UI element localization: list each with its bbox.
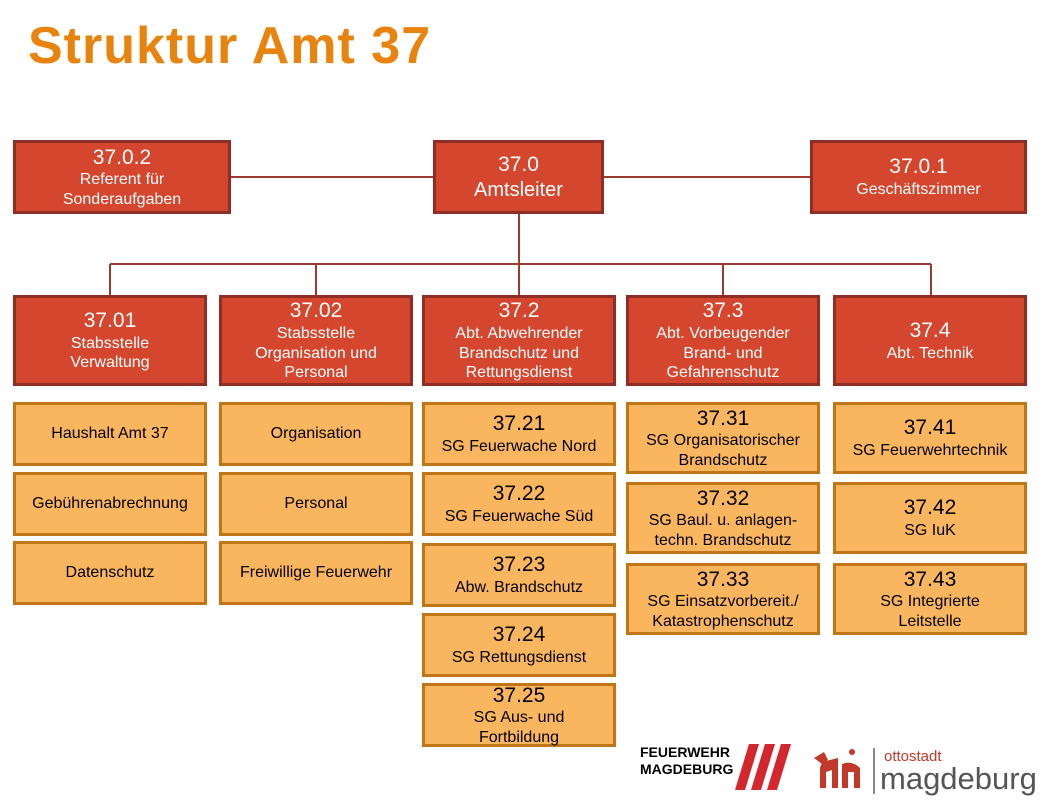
item-37-32: [626, 482, 820, 554]
dept-label: Abt. Abwehrender Brandschutz und Rettungsdienst: [455, 325, 583, 382]
dept-code: 37.02: [289, 299, 343, 323]
magdeburg-logo-small: ottostadt: [884, 748, 942, 765]
logo-divider: [873, 748, 875, 794]
box-code: 37.0.2: [92, 145, 152, 169]
item-gebuehrenabrechnung: [13, 472, 207, 536]
item-37-21: [422, 402, 616, 466]
item-haushalt: [13, 402, 207, 466]
item-code: 37.43: [903, 567, 957, 591]
item-label: Abw. Brandschutz: [454, 579, 584, 597]
item-code: 37.31: [696, 406, 750, 430]
item-37-42: [833, 482, 1027, 554]
item-37-31: [626, 402, 820, 474]
item-37-22: [422, 472, 616, 536]
dept-label: Stabsstelle Verwaltung: [70, 334, 150, 372]
item-code: 37.24: [492, 623, 546, 647]
dept-code: 37.3: [702, 299, 744, 323]
box-code: 37.0: [498, 153, 539, 176]
dept-37-01: [13, 295, 207, 386]
item-organisation: [219, 402, 413, 466]
item-label: SG Baul. u. anlagen-techn. Brandschutz: [648, 512, 798, 549]
item-37-43: [833, 563, 1027, 635]
item-code: 37.25: [492, 683, 546, 707]
item-37-23: [422, 543, 616, 607]
box-amtsleiter: [433, 140, 604, 214]
feuerwehr-logo: [640, 744, 733, 778]
item-37-33: [626, 563, 820, 635]
box-label: Referent für Sonderaufgaben: [62, 171, 182, 208]
magdeburg-maiden-icon: [808, 742, 870, 794]
item-label: SG Integrierte Leitstelle: [880, 593, 980, 630]
item-label: Personal: [284, 495, 348, 513]
dept-label: Abt. Vorbeugender Brand- und Gefahrenschutz: [656, 325, 790, 382]
item-label: SG Feuerwache Nord: [441, 438, 597, 456]
box-label: Geschäftszimmer: [856, 181, 981, 199]
dept-label: Stabsstelle Organisation und Personal: [255, 325, 377, 382]
dept-code: 37.4: [909, 318, 951, 342]
item-code: 37.41: [903, 416, 957, 440]
item-label: SG Aus- und Fortbildung: [473, 709, 565, 746]
item-label: Organisation: [270, 425, 362, 443]
item-label: SG Feuerwehrtechnik: [852, 442, 1008, 460]
item-label: SG Feuerwache Süd: [444, 508, 594, 526]
item-37-25: [422, 683, 616, 747]
magdeburg-logo-big: magdeburg: [880, 761, 1037, 796]
dept-37-3: [626, 295, 820, 386]
dept-code: 37.01: [83, 309, 137, 333]
box-referent: [13, 140, 231, 214]
item-label: SG Einsatzvorbereit./ Katastrophenschutz: [647, 593, 799, 630]
item-code: 37.32: [696, 486, 750, 510]
feuerwehr-logo-line2: MAGDEBURG: [640, 761, 734, 777]
item-37-41: [833, 402, 1027, 474]
box-label: Amtsleiter: [474, 178, 563, 201]
item-personal: [219, 472, 413, 536]
item-label: Datenschutz: [65, 564, 155, 582]
feuerwehr-stripes-icon: [735, 744, 797, 792]
item-label: Freiwillige Feuerwehr: [239, 564, 393, 582]
item-code: 37.42: [903, 496, 957, 520]
dept-label: Abt. Technik: [886, 344, 974, 362]
dept-37-2: [422, 295, 616, 386]
item-freiwillige-feuerwehr: [219, 541, 413, 605]
item-code: 37.23: [492, 553, 546, 577]
box-geschaeftszimmer: [810, 140, 1027, 214]
dept-code: 37.2: [498, 299, 540, 323]
item-label: SG IuK: [904, 522, 956, 540]
item-code: 37.22: [492, 482, 546, 506]
item-code: 37.21: [492, 412, 546, 436]
item-label: SG Organisatorischer Brandschutz: [646, 432, 800, 469]
item-code: 37.33: [696, 567, 750, 591]
item-label: SG Rettungsdienst: [451, 649, 587, 667]
item-37-24: [422, 613, 616, 677]
dept-37-02: [219, 295, 413, 386]
item-label: Haushalt Amt 37: [51, 425, 169, 443]
box-code: 37.0.1: [889, 155, 948, 179]
feuerwehr-logo-line1: FEUERWEHR: [640, 744, 730, 760]
page-title: Struktur Amt 37: [28, 17, 432, 75]
item-datenschutz: [13, 541, 207, 605]
item-label: Gebührenabrechnung: [32, 495, 188, 513]
dept-37-4: [833, 295, 1027, 386]
